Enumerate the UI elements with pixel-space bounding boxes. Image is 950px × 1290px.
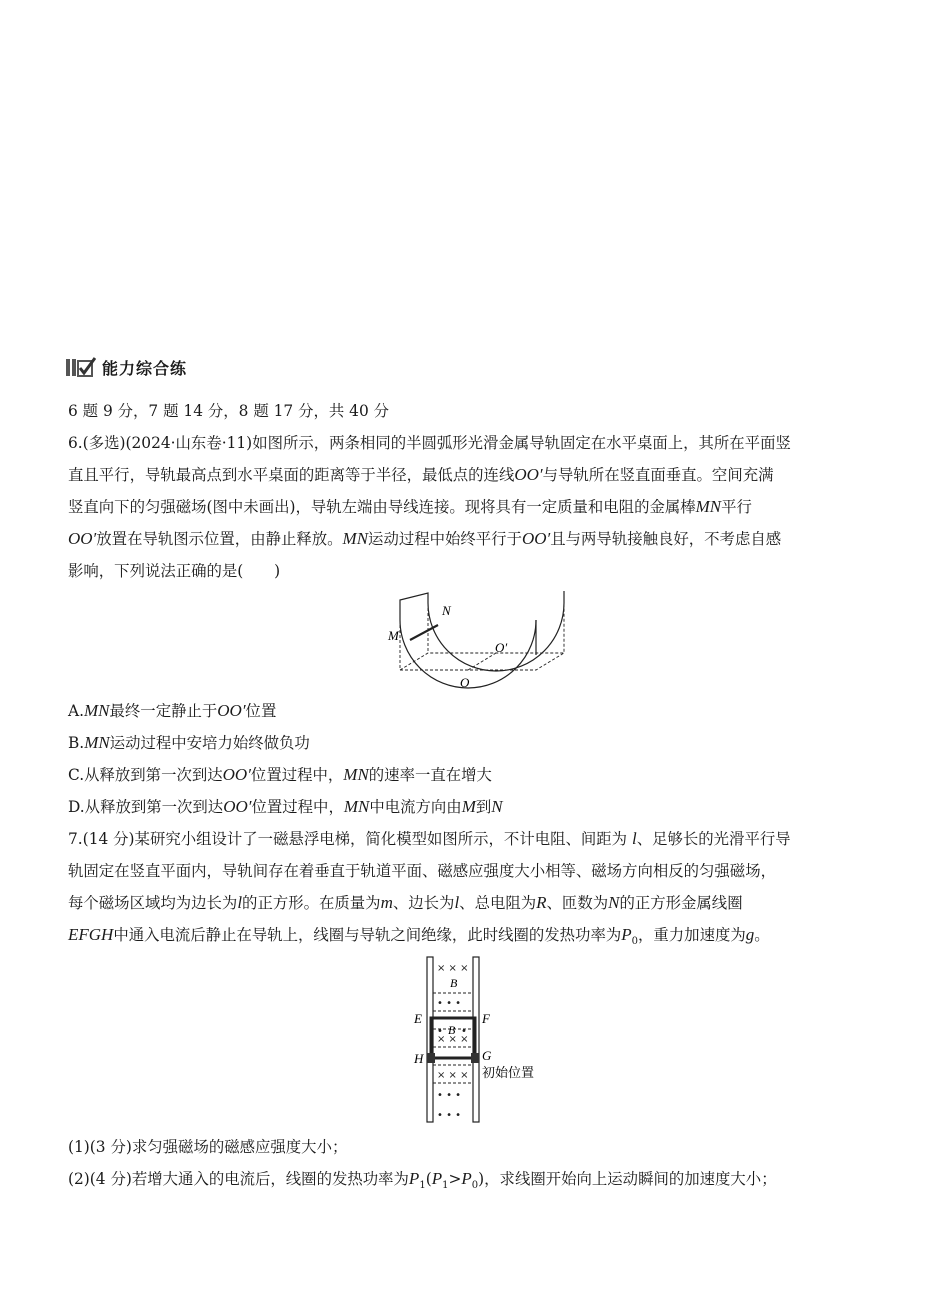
label-initial-position: 初始位置 — [482, 1066, 535, 1081]
option-d: D.从释放到第一次到达OO′位置过程中，MN中电流方向由M到N — [68, 797, 503, 816]
label-B-mid: B — [448, 1023, 456, 1037]
q6-line2: 直且平行，导轨最高点到水平桌面的距离等于半径，最低点的连线OO′与导轨所在竖直面垂直。空间充满 — [68, 465, 774, 484]
svg-text:• • •: • • • — [437, 998, 462, 1009]
svg-text:•: • — [437, 1026, 443, 1037]
option-a: A.MN最终一定静止于OO′位置 — [68, 701, 277, 720]
q6-line4: OO′放置在导轨图示位置，由静止释放。MN运动过程中始终平行于OO′且与两导轨接触良好，不考虑自感 — [68, 529, 782, 548]
q7-line2: 轨固定在竖直平面内，导轨间存在着垂直于轨道平面、磁感应强度大小相等、磁场方向相反的匀强磁场， — [68, 862, 776, 880]
section-title: 能力综合练 — [102, 358, 188, 378]
score-line: 6 题 9 分，7 题 14 分，8 题 17 分，共 40 分 — [68, 402, 390, 420]
label-O: O — [460, 675, 470, 690]
q6-line1: 6.(多选)(2024·山东卷·11)如图所示，两条相同的半圆弧形光滑金属导轨固定在水平桌面上，其所在平面竖 — [68, 434, 791, 452]
label-E: E — [414, 1011, 422, 1026]
label-M: M — [388, 628, 399, 643]
svg-text:•: • — [461, 1026, 467, 1037]
label-H: H — [414, 1051, 424, 1066]
checklist-icon — [66, 356, 96, 378]
svg-text:× × ×: × × × — [437, 963, 469, 974]
q6-line3: 竖直向下的匀强磁场(图中未画出)，导轨左端由导线连接。现将具有一定质量和电阻的金属棒MN平行 — [68, 497, 752, 516]
svg-text:• • •: • • • — [437, 1090, 462, 1101]
svg-text:× × ×: × × × — [437, 1034, 469, 1045]
label-B-top: B — [450, 976, 458, 990]
rail-figure — [380, 585, 580, 690]
label-Oprime: O′ — [495, 640, 508, 655]
option-c: C.从释放到第一次到达OO′位置过程中，MN的速率一直在增大 — [68, 765, 492, 784]
q7-line4: EFGH中通入电流后静止在导轨上，线圈与导轨之间绝缘，此时线圈的发热功率为$P_0$，重力加速度为g。 — [68, 925, 770, 948]
label-F: F — [482, 1011, 490, 1026]
q7-sub2: (2)(4 分)若增大通入的电流后，线圈的发热功率为$P_1(P_1>P_0)$，求线圈开始向上运动瞬间的加速度大小； — [68, 1169, 777, 1192]
label-N: N — [442, 603, 451, 618]
svg-text:• • •: • • • — [437, 1110, 462, 1121]
option-b: B.MN运动过程中安培力始终做负功 — [68, 733, 310, 752]
svg-text:× × ×: × × × — [437, 1070, 469, 1081]
elevator-figure — [410, 955, 550, 1125]
section-heading — [66, 356, 187, 378]
q6-line5: 影响，下列说法正确的是( ) — [68, 562, 281, 580]
q7-sub1: (1)(3 分)求匀强磁场的磁感应强度大小； — [68, 1138, 348, 1156]
q7-line3: 每个磁场区域均为边长为l的正方形。在质量为m、边长为l、总电阻为R、匝数为N的正方形金属线圈 — [68, 893, 743, 912]
label-G: G — [482, 1048, 492, 1063]
q7-line1: 7.(14 分)某研究小组设计了一磁悬浮电梯，简化模型如图所示，不计电阻、间距为 l、足够长的光滑平行导 — [68, 829, 791, 848]
